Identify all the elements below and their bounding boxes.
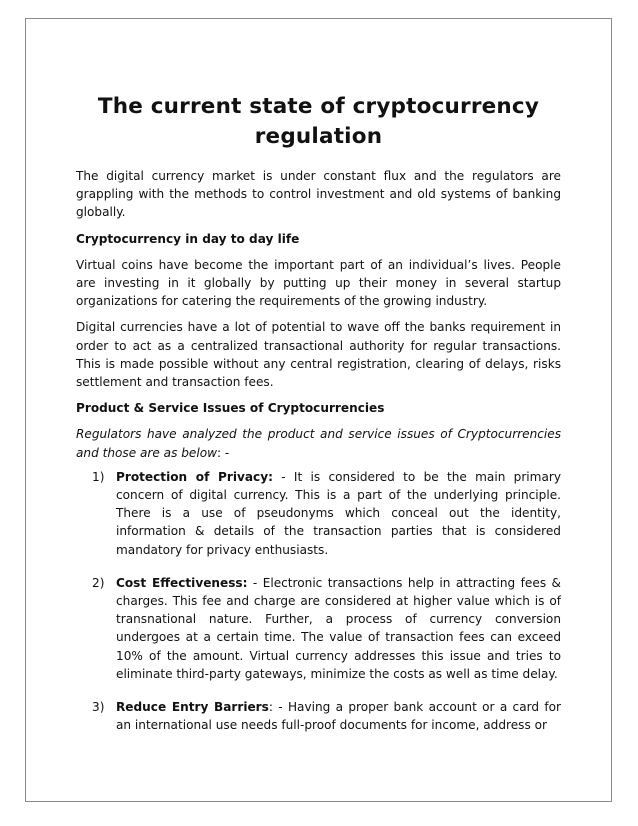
document-body bbox=[76, 92, 561, 749]
list-item-term: Reduce Entry Barriers bbox=[116, 700, 269, 715]
document-title: The current state of cryptocurrency regulation bbox=[97, 94, 540, 149]
list-item-text: : - Having a proper bank account or a card for an international use needs full-proof documents for income, address or bbox=[116, 700, 562, 733]
list-item-entry-barriers bbox=[76, 698, 561, 734]
section-heading-day-to-day: Cryptocurrency in day to day life bbox=[76, 231, 300, 246]
section-heading-issues: Product & Service Issues of Cryptocurrencies bbox=[76, 401, 385, 416]
paragraph-virtual-coins: Virtual coins have become the important part of an individual’s lives. People are investing in it globally by putting up their money in several startup organizations for catering the requirements of the growing industry. bbox=[76, 257, 561, 309]
list-item-text: - Electronic transactions help in attracting fees & charges. This fee and charge are considered at higher value which is of transnational nature. Further, a process of currency conversion undergoes at a certain time. The value of transaction fees can exceed 10% of the amount. Virtual currency addresses this issue and tries to eliminate third-party gateways, minimize the costs as well as time delay. bbox=[116, 575, 561, 681]
intro-paragraph: The digital currency market is under constant flux and the regulators are grappling with the methods to control investment and old systems of banking globally. bbox=[76, 169, 561, 220]
issues-intro-italic: Regulators have analyzed the product and service issues of Cryptocurrencies and those are as below bbox=[76, 427, 561, 460]
list-item-number: 3) bbox=[92, 700, 105, 715]
list-item-number: 2) bbox=[92, 575, 105, 590]
list-item-term: Cost Effectiveness: bbox=[116, 575, 248, 590]
paragraph-digital-currencies: Digital currencies have a lot of potential to wave off the banks requirement in order to act as a centralized transactional authority for regular transactions. This is made possible without any central registration, clearing of delays, risks settlement and transaction fees. bbox=[76, 320, 561, 390]
page-frame bbox=[25, 18, 612, 802]
issues-list bbox=[76, 468, 561, 735]
issues-intro-paragraph bbox=[76, 425, 561, 461]
issues-intro-tail: : - bbox=[216, 445, 230, 460]
list-item-number: 1) bbox=[92, 469, 105, 484]
list-item-term: Protection of Privacy: bbox=[116, 469, 273, 484]
list-item-cost bbox=[76, 574, 561, 683]
list-item-text: - It is considered to be the main primary concern of digital currency. This is a part of the underlying principle. There is a use of pseudonyms which conceal out the identity, information & details of the transaction parties that is considered mandatory for privacy enthusiasts. bbox=[116, 469, 561, 557]
list-item-privacy bbox=[76, 468, 561, 559]
